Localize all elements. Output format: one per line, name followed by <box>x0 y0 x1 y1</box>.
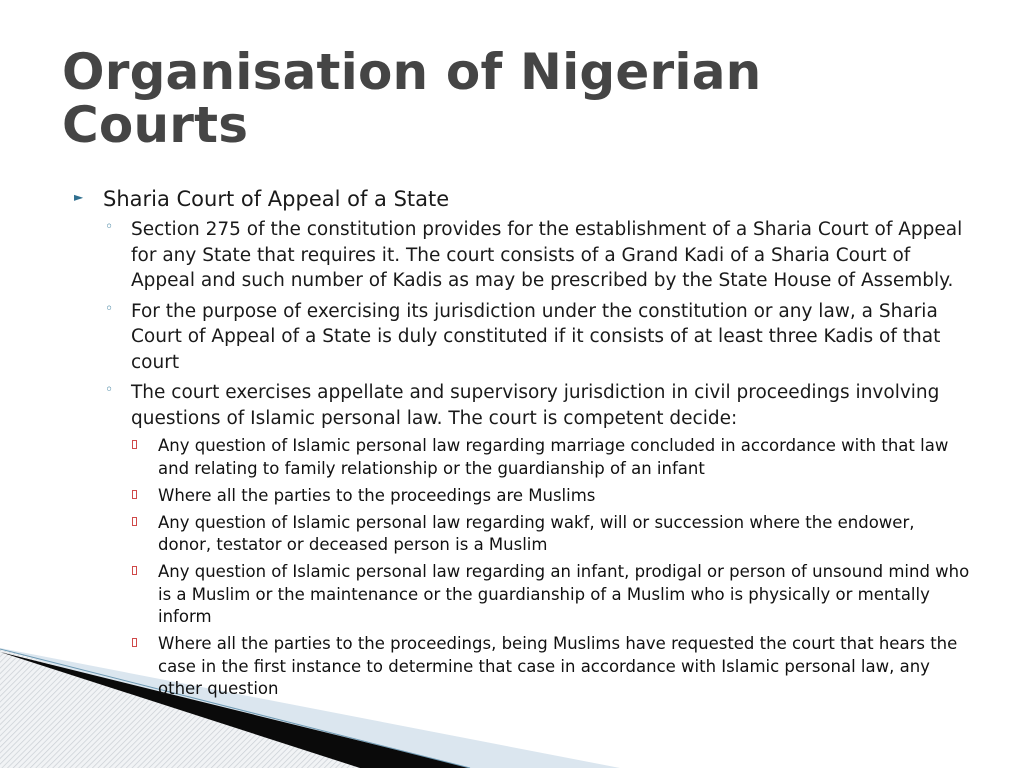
sub-sub-bullet-text: Any question of Islamic personal law regarding marriage concluded in accordance with that law and relating to family relationship or the guardianship of an infant <box>158 436 949 478</box>
sub-bullet-text: For the purpose of exercising its jurisdiction under the constitution or any law, a Sharia Court of Appeal of a State is duly constituted if it consists of at least three Kadis of that court <box>131 300 941 373</box>
bullet-text: Sharia Court of Appeal of a State <box>103 187 450 211</box>
list-item <box>131 633 972 701</box>
list-item <box>103 380 972 701</box>
sub-bullet-list <box>103 217 972 701</box>
list-item <box>103 299 972 376</box>
sub-bullet-text: The court exercises appellate and supervisory jurisdiction in civil proceedings involving questions of Islamic personal law. The court is competent decide: <box>131 382 940 429</box>
small-rectangle-icon <box>132 440 137 449</box>
circle-outline-icon: ◦ <box>105 382 114 398</box>
sub-sub-bullet-text: Any question of Islamic personal law regarding an infant, prodigal or person of unsound mind who is a Muslim or the maintenance or the guardianship of a Muslim who is physically or mentally inform <box>158 562 970 626</box>
small-rectangle-icon <box>132 566 137 575</box>
list-item <box>131 435 972 480</box>
list-item <box>131 485 972 508</box>
list-item <box>131 512 972 557</box>
list-item <box>72 185 972 701</box>
list-item <box>103 217 972 294</box>
small-rectangle-icon <box>132 490 137 499</box>
slide-content <box>72 185 972 706</box>
small-rectangle-icon <box>132 517 137 526</box>
slide-title: Organisation of Nigerian Courts <box>62 43 762 154</box>
bullet-list <box>72 185 972 701</box>
sub-sub-bullet-text: Where all the parties to the proceedings, being Muslims have requested the court that hears the case in the first instance to determine that case in accordance with Islamic personal law, any other question <box>158 634 958 698</box>
circle-outline-icon: ◦ <box>105 300 114 317</box>
small-rectangle-icon <box>132 638 137 647</box>
circle-outline-icon: ◦ <box>105 219 114 235</box>
sub-sub-bullet-list <box>131 435 972 701</box>
triangle-right-icon: ► <box>74 190 84 204</box>
sub-bullet-text: Section 275 of the constitution provides for the establishment of a Sharia Court of Appeal for any State that requires it. The court consists of a Grand Kadi of a Sharia Court of Appeal and such number of Kadis as may be prescribed by the State House of Assembly. <box>131 219 963 291</box>
sub-sub-bullet-text: Where all the parties to the proceedings are Muslims <box>158 485 596 505</box>
list-item <box>131 561 972 629</box>
sub-sub-bullet-text: Any question of Islamic personal law regarding wakf, will or succession where the endower, donor, testator or deceased person is a Muslim <box>158 512 915 554</box>
